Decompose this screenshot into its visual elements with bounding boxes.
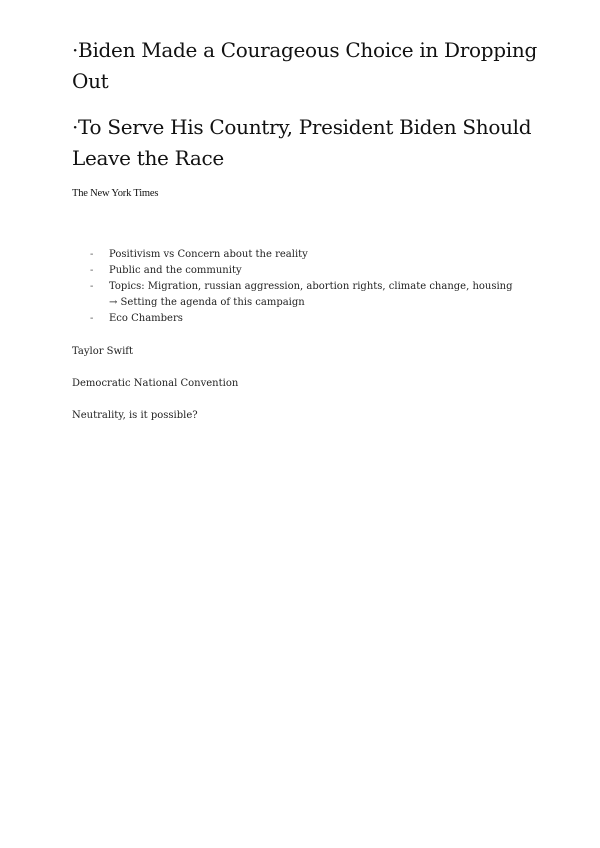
list-item-text: Eco Chambers xyxy=(109,313,183,324)
headline-biden-courageous-choice: ·Biden Made a Courageous Choice in Dropping Out xyxy=(72,38,537,93)
list-item xyxy=(72,311,522,327)
bullet-marker: - xyxy=(90,265,94,276)
list-item xyxy=(72,263,522,279)
headline-biden-leave-race: ·To Serve His Country, President Biden Should Leave the Race xyxy=(72,115,532,170)
bullet-list xyxy=(72,247,522,327)
note-taylor-swift: Taylor Swift xyxy=(72,346,134,357)
list-item xyxy=(72,279,522,311)
list-item xyxy=(72,247,522,263)
list-item-text: Public and the community xyxy=(109,265,242,276)
bullet-marker: - xyxy=(90,281,94,292)
bullet-marker: - xyxy=(90,249,94,260)
note-democratic-national-convention: Democratic National Convention xyxy=(72,378,239,389)
source-label: The New York Times xyxy=(72,188,159,199)
list-item-text: Positivism vs Concern about the reality xyxy=(109,249,308,260)
list-item-text: Topics: Migration, russian aggression, abortion rights, climate change, housing → Setting the agenda of this campaign xyxy=(109,281,513,308)
note-neutrality-question: Neutrality, is it possible? xyxy=(72,410,198,421)
bullet-marker: - xyxy=(90,313,94,324)
